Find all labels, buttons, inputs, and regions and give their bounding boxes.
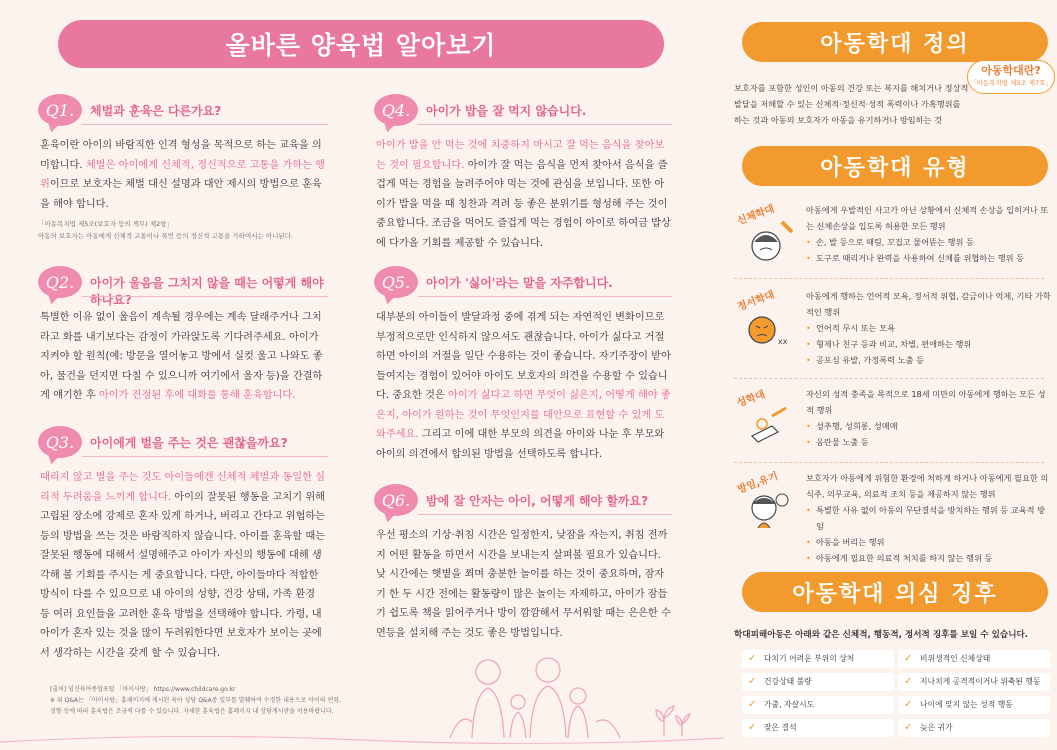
type-bullet: • 공포심 유발, 가정폭력 노출 등 [806,352,1052,368]
source-note [50,684,350,717]
question-6 [374,484,672,643]
left-title-banner: 올바른 양육법 알아보기 [58,20,664,68]
sign-item [898,673,1050,691]
type-bullet: • 성추행, 성희롱, 성매매 [806,418,1052,434]
type-description: 보호자가 아동에게 위험한 환경에 처하게 하거나 아동에게 필요한 의식주, 의무교육, 의료적 조치 등을 제공하지 않는 행위 [806,473,1049,499]
law-note [38,218,328,242]
question-header [38,94,328,134]
check-icon: ✓ [748,722,757,733]
type-bullet: • 아동을 버리는 행위 [806,534,1052,550]
definition-text: 보호자를 포함한 성인이 아동의 건강 또는 복지를 해치거나 정상적 발달을 저해할 수 있는 신체적·정신적·성적 폭력이나 가혹행위를 하는 것과 아동의 보호자가 아동을 유기하거나 방임하는 것 [734,83,969,125]
bottom-wave [0,730,724,750]
body-text: 대부분의 아이들이 발달과정 중에 겪게 되는 자연적인 변화이므로 부정적으로만 인식하지 않으셔도 괜찮습니다. 아이가 싫다고 거절하면 아이의 거절을 일단 수용하는 것이 좋습니다. 자기주장이 받아들여지는 경험이 있어야 아이도 보호자의 의견을 수용할 수 있습니다. 중요한 것은 [376,312,671,401]
type-text [806,202,1052,266]
q-number-bubble: Q1. [38,94,82,126]
answer-text [374,136,672,253]
check-icon: ✓ [904,676,913,687]
type-bullet: • 도구로 때리거나 완력을 사용하여 신체를 위협하는 행위 등 [806,250,1052,266]
check-icon: ✓ [904,653,913,664]
body-text: 아이의 잘못된 행동을 고치기 위해 고립된 장소에 강제로 혼자 있게 하거나, 버리고 간다고 위협하는 등의 방법을 쓰는 것은 바람직하지 않습니다. 아이를 훈육할 때는 잘못된 행동에 대해서 설명해주고 아이가 자신의 행동에 대해 생각해 볼 기회를 주시는 게 중요합니다. 다만, 아이들마다 적합한 방식이 다를 수 있으므로 내 아이의 성향, 건강 상태, 가족 환경 등 여러 요인들을 고려한 훈육 방법을 선택해야 합니다. 가령, 내 아이가 혼자 있는 것을 많이 두려워한다면 보호자가 보이는 곳에서 생각하는 시간을 갖게 할 수 있습니다. [40,491,326,659]
type-label: 방임,유기 [736,470,780,496]
physical-abuse-icon [732,202,800,270]
question-header [38,266,328,306]
family-illustration [430,652,640,738]
divider [82,124,328,125]
question-title: 밤에 잘 안자는 아이, 어떻게 해야 할까요? [426,494,649,508]
source-line: [출처] 임신육아종합포털 「아이사랑」 https://www.childcare.go.kr [50,686,236,693]
type-bullet: • 손, 발 등으로 때림, 꼬집고 물어뜯는 행위 등 [806,234,1052,250]
check-icon: ✓ [904,722,913,733]
sign-item [898,719,1050,737]
sign-label: 늦은 귀가 [920,723,953,732]
divider [418,296,672,297]
answer-text [38,468,328,663]
check-icon: ✓ [748,653,757,664]
law-note-title: 「아동복지법 제5조(보호자 등의 책무) 제2항」 [38,220,174,228]
sign-item [898,696,1050,714]
highlight-text: 때리지 않고 벌을 주는 것도 아이들에겐 신체적 체벌과 동일한 심리적 두려움을 느끼게 합니다. [40,472,326,503]
sign-label: 비위생적인 신체상태 [920,654,991,663]
sign-label: 나이에 맞지 않는 성적 행동 [920,700,1013,709]
check-icon: ✓ [904,699,913,710]
sign-item [742,696,894,714]
type-text [806,470,1052,566]
sign-item [742,650,894,668]
divider [82,296,328,297]
type-bullet: • 언어적 무시 또는 모욕 [806,320,1052,336]
divider [418,514,672,515]
answer-text [374,308,672,464]
question-header [374,266,672,306]
answer-text [38,136,328,214]
highlight-text: 아이가 싫다고 하면 무엇이 싫은지, 어떻게 해야 좋은지, 아이가 원하는 것이 무엇인지를 대안으로 표현할 수 있게 도와주세요. [376,390,671,440]
q-number-bubble: Q4. [374,94,418,126]
type-bullet: • 음란물 노출 등 [806,434,1052,450]
sign-label: 가출, 자살시도 [764,700,815,709]
callout-subtitle: 「아동복지법 제3조 제7호」 [970,79,1052,87]
check-icon: ✓ [748,699,757,710]
question-title: 체벌과 훈육은 다른가요? [90,104,222,118]
sign-label: 다치기 어려운 부위의 상처 [764,654,855,663]
body-text: 특별한 이유 없이 울음이 계속될 경우에는 계속 달래주거나 그치라고 화를 내기보다는 감정이 가라앉도록 기다려주세요. 아이가 지켜야 할 원칙(예: 방문을 열어놓고 방에서 실컷 울고 나와도 좋아, 물건을 던지면 다칠 수 있으니까 여기에서 울자 등)을 간결하게 얘기한 후 [40,312,323,401]
question-title: 아이가 밥을 잘 먹지 않습니다. [426,104,587,118]
check-icon: ✓ [748,676,757,687]
answer-text [38,308,328,406]
types-banner: 아동학대 유형 [742,146,1048,186]
divider [418,124,672,125]
type-bullet: • 특별한 사유 없이 아동의 무단결석을 방치하는 행위 등 교육적 방임 [806,502,1052,534]
type-label: 신체학대 [735,203,777,228]
sign-label: 건강상태 불량 [764,677,812,686]
definition-banner: 아동학대 정의 [742,22,1048,62]
q-number-bubble: Q6. [374,484,418,516]
sign-item [898,650,1050,668]
type-description: 아동에게 우발적인 사고가 아닌 상황에서 신체적 손상을 입히거나 또는 신체손상을 입도록 허용한 모든 행위 [806,205,1049,231]
q-number-bubble: Q2. [38,266,82,298]
body-text: 그리고 이에 대한 부모의 의견을 아이와 나눈 후 부모와 아이의 의견에서 합의된 방법을 선택하도록 합니다. [376,429,665,460]
type-text [806,288,1052,368]
highlight-text: 아이가 밥을 안 먹는 것에 치중하지 마시고 잘 먹는 음식을 찾아보는 것이 필요합니다. [376,140,665,171]
type-label: 정서학대 [735,289,777,314]
signs-intro: 학대피해아동은 아래와 같은 신체적, 행동적, 정서적 징후를 보일 수 있습니다. [734,630,1029,640]
type-description: 자신의 성적 충족을 목적으로 18세 미만의 아동에게 행하는 모든 성적 행위 [806,389,1046,415]
question-header [374,484,672,524]
highlight-text: 체벌은 아이에게 신체적, 정신적으로 고통을 가하는 행위 [40,159,326,190]
question-1 [38,94,328,242]
sign-label: 잦은 결석 [764,723,797,732]
callout-title: 아동학대란? [981,64,1041,77]
right-panel [724,0,1057,750]
source-line: 성향 등에 따라 훈육법은 조금씩 다를 수 있습니다. 자세한 훈육법은 홈페이지 내 상담게시판을 이용바랍니다. [50,708,334,715]
question-4 [374,94,672,253]
svg-text:xx: xx [778,337,788,346]
question-title: 아이가 '싫어'라는 말을 자주합니다. [426,276,613,290]
question-2 [38,266,328,406]
divider [734,278,1044,279]
question-5 [374,266,672,464]
q-number-bubble: Q5. [374,266,418,298]
sign-label: 지나치게 공격적이거나 위축된 행동 [920,677,1041,686]
question-header [374,94,672,134]
type-label: 성학대 [735,389,767,410]
emotional-abuse-icon [732,288,800,356]
body-text: 훈육이란 아이의 바람직한 인격 형성을 목적으로 하는 교육을 의미합니다. [40,140,322,171]
question-3 [38,426,328,663]
sign-item [742,719,894,737]
body-text: 우선 평소의 기상·취침 시간은 일정한지, 낮잠을 자는지, 취침 전까지 어떤 활동을 하면서 시간을 보내는지 살펴볼 필요가 있습니다. 낮 시간에는 햇볕을 쬐며 충분한 놀이를 하는 것이 중요하며, 잠자기 한 두 시간 전에는 활동량이 많은 놀이는 자제하고, 아이가 잠들기 쉽도록 책을 읽어주거나 방이 깜깜해서 무서워할 때는 은은한 수면등을 설치해 주는 것도 좋은 방법입니다. [376,530,671,639]
question-header [38,426,328,466]
body-text: 아이가 잘 먹는 음식을 먼저 찾아서 음식을 즐겁게 먹는 경험을 늘려주어야 먹는 것에 관심을 보입니다. 또한 아이가 밥을 먹을 때 칭찬과 격려 등 좋은 분위기를 형성해 주는 것이 중요합니다. 조금을 먹어도 즐겁게 먹는 경험이 아이로 하여금 밥상에 다가올 기회를 제공할 수 있습니다. [376,159,671,249]
divider [734,378,1044,379]
source-line: ※ 위 Q&A는 「아이사랑」홈페이지에 게시된 육아 상담 Q&A중 일부를 발췌하여 수정한 내용으로 아이의 연령, [50,697,341,704]
answer-text [374,526,672,643]
question-title: 아이에게 벌을 주는 것은 괜찮을까요? [90,436,288,450]
body-text: 이므로 보호자는 체벌 대신 설명과 대안 제시의 방법으로 훈육을 해야 합니다. [40,179,322,210]
highlight-text: 아이가 진정된 후에 대화를 통해 훈육합니다. [98,390,296,401]
divider [82,456,328,457]
sign-item [742,673,894,691]
type-text [806,386,1052,450]
q-number-bubble: Q3. [38,426,82,458]
type-bullet: • 아동에게 필요한 의료적 처치를 하지 않는 행위 등 [806,550,1052,566]
neglect-icon [732,470,800,538]
callout-bubble [967,60,1055,94]
sexual-abuse-icon [732,386,800,454]
divider [734,462,1044,463]
type-description: 아동에게 행하는 언어적 모욕, 정서적 위협, 감금이나 억제, 기타 가학적인 행위 [806,291,1051,317]
signs-banner: 아동학대 의심 징후 [742,572,1048,612]
type-bullet: • 형제나 친구 등과 비교, 차별, 편애하는 행위 [806,336,1052,352]
question-title: 아이가 울음을 그치지 않을 때는 어떻게 해야 하나요? [90,276,324,307]
law-note-text: 아동의 보호자는 아동에게 신체적 고통이나 폭언 등의 정신적 고통을 가하여서는 아니된다. [38,232,294,240]
